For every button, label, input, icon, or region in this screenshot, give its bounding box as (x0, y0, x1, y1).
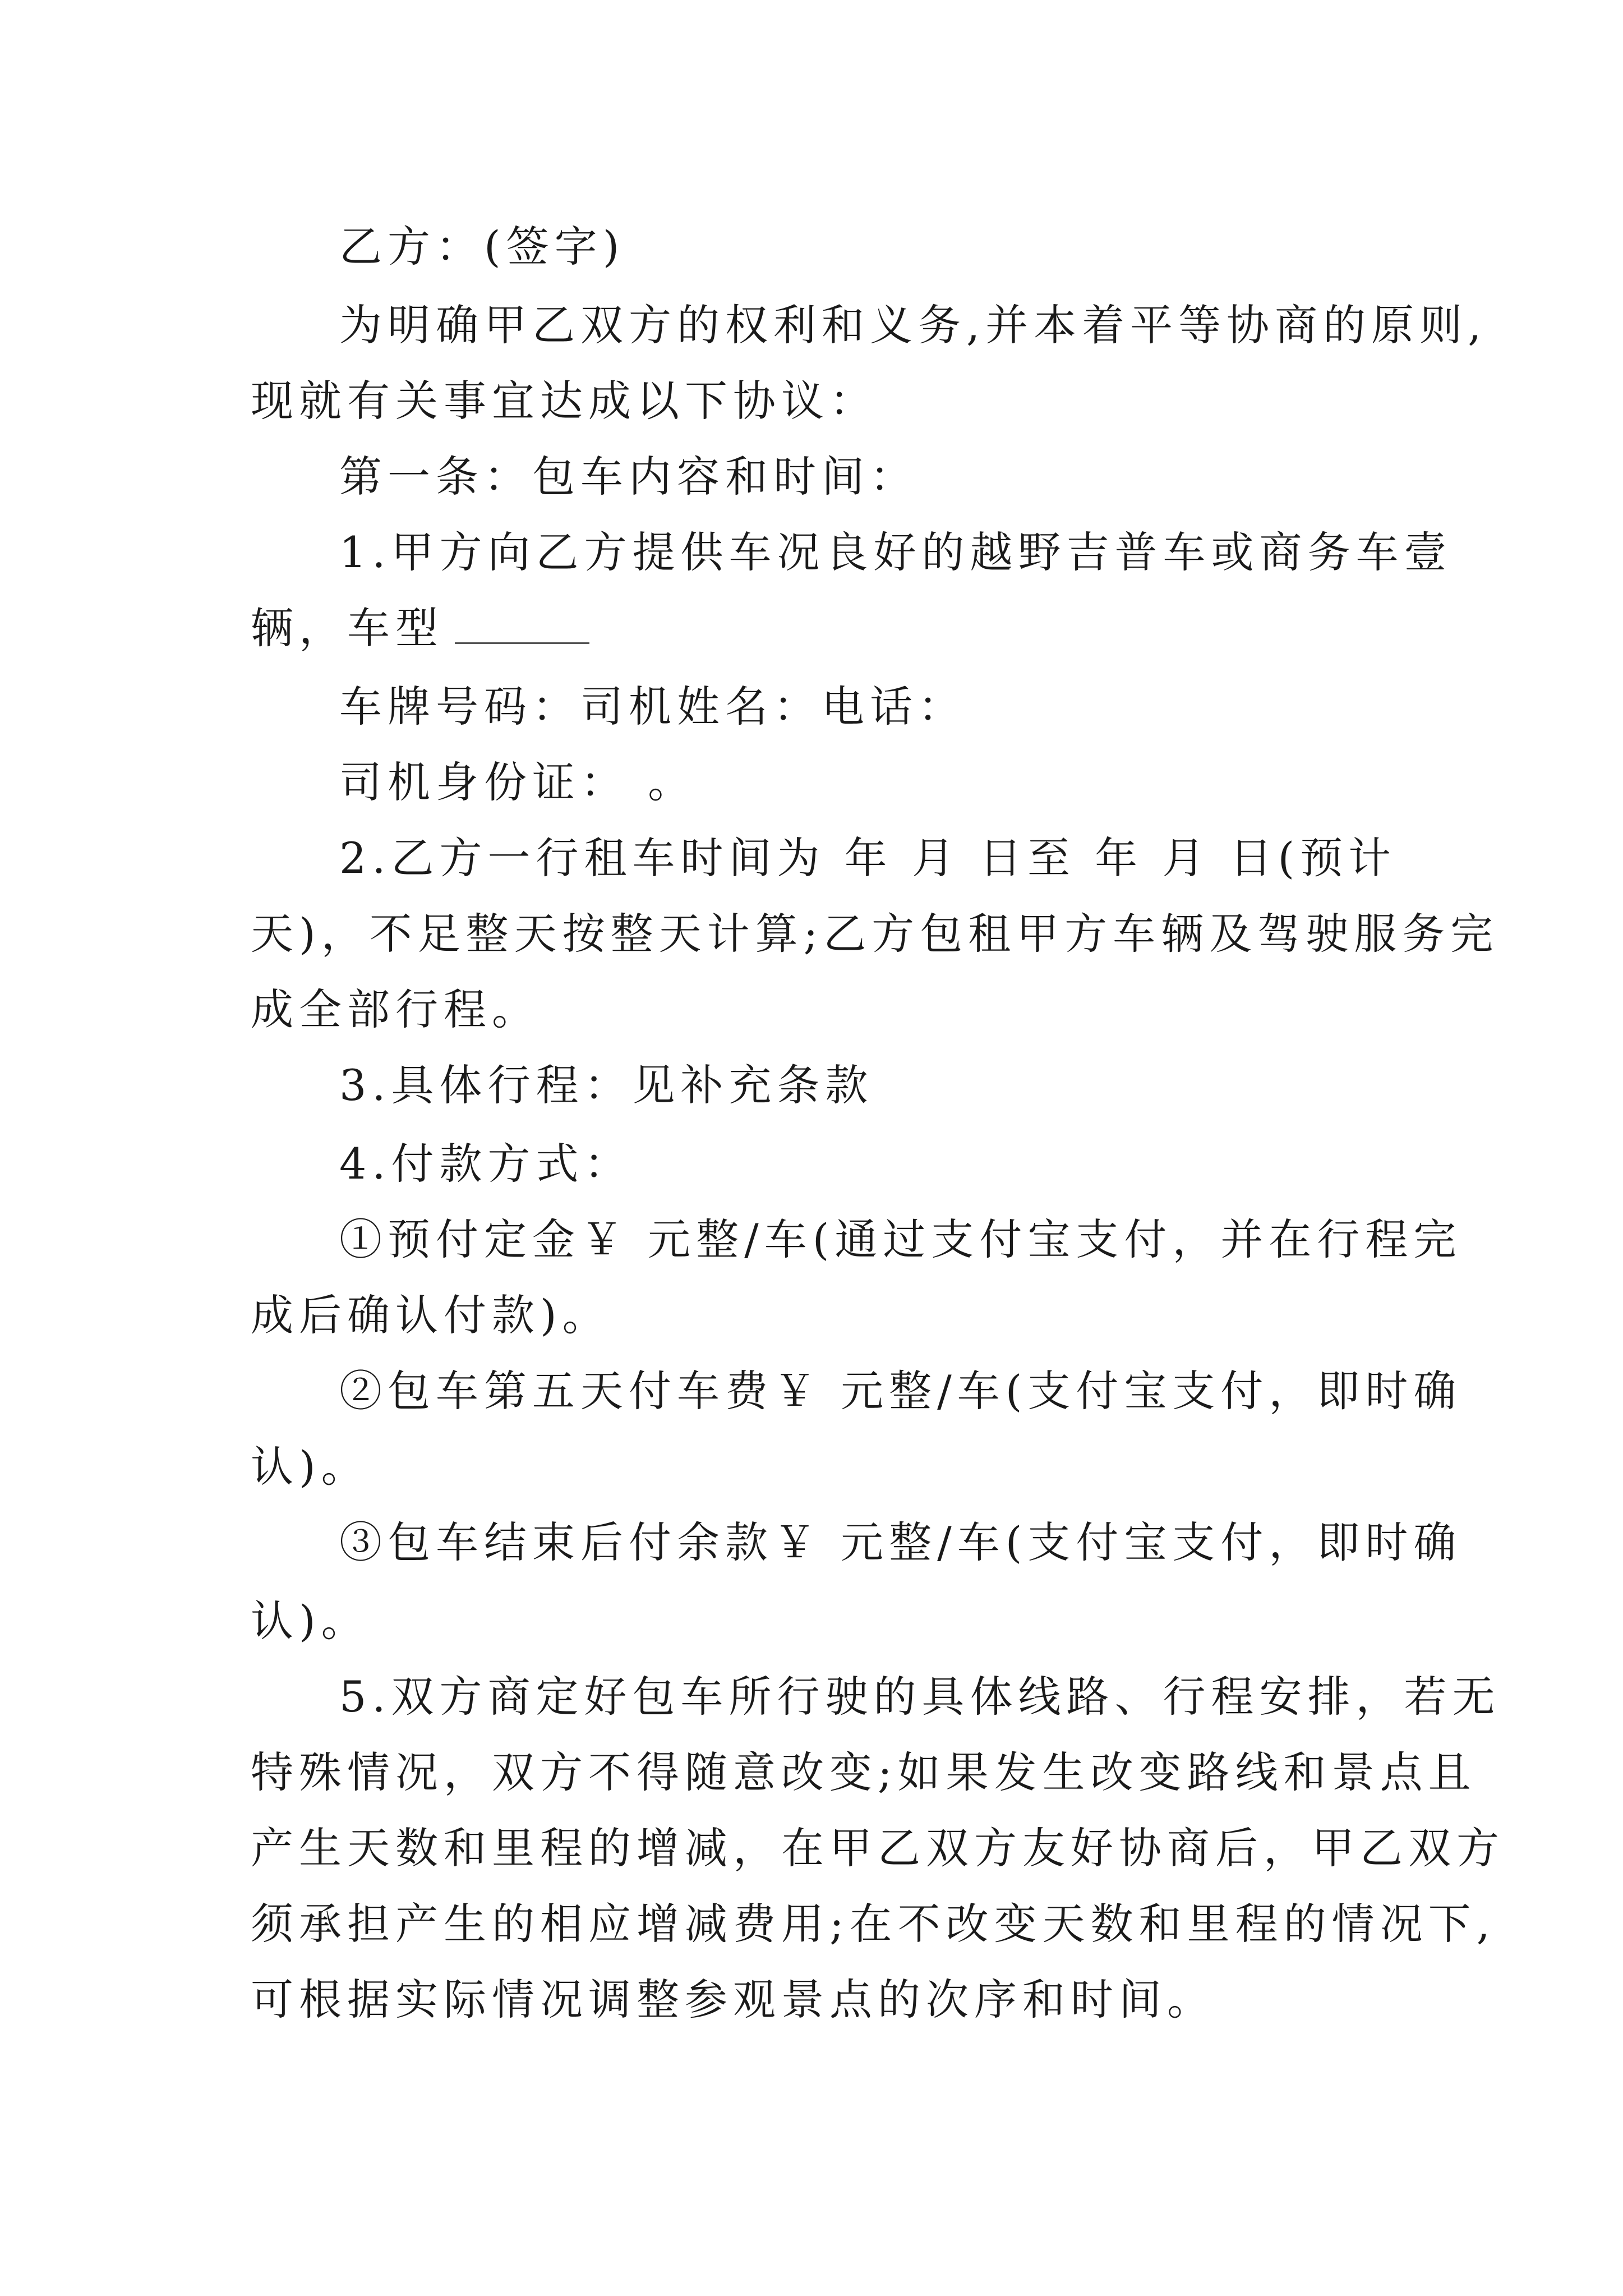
payment-item-2: 认)。 (251, 1442, 370, 1492)
clause-5-line: 特殊情况，双方不得随意改变;如果发生改变路线和景点且 (251, 1747, 1477, 1797)
clause-1-line (251, 600, 589, 656)
payment-item-1: ①预付定金￥ 元整/车(通过支付宝支付，并在行程完 (339, 1214, 1462, 1264)
payment-item-2: ②包车第五天付车费￥ 元整/车(支付宝支付，即时确 (339, 1366, 1462, 1416)
paragraph-line: 为明确甲乙双方的权利和义务,并本着平等协商的原则, (339, 300, 1487, 350)
clause-5-line: 须承担产生的相应增减费用;在不改变天数和里程的情况下, (251, 1899, 1496, 1949)
paragraph-line: 现就有关事宜达成以下协议： (251, 376, 878, 426)
vehicle-model-label: 辆，车型 (251, 603, 444, 653)
payment-item-1: 成后确认付款)。 (251, 1290, 611, 1340)
clause-5-line: 5.双方商定好包车所行驶的具体线路、行程安排，若无 (339, 1672, 1501, 1722)
clause-5-line: 可根据实际情况调整参观景点的次序和时间。 (251, 1975, 1215, 2024)
party-b-signature-line: 乙方：(签字) (339, 222, 625, 272)
clause-2-line: 2.乙方一行租车时间为 年 月 日至 年 月 日(预计 (339, 833, 1397, 883)
payment-item-3: ③包车结束后付余款￥ 元整/车(支付宝支付，即时确 (339, 1517, 1462, 1567)
clause-2-line: 成全部行程。 (251, 984, 540, 1034)
driver-id-line: 司机身份证： 。 (339, 757, 697, 807)
vehicle-info-line: 车牌号码：司机姓名：电话： (339, 682, 966, 731)
payment-item-3: 认)。 (251, 1596, 370, 1646)
article-one-heading: 第一条：包车内容和时间： (339, 452, 918, 501)
vehicle-model-blank (455, 642, 589, 644)
clause-4-heading: 4.付款方式： (339, 1139, 633, 1189)
clause-2-line: 天)，不足整天按整天计算;乙方包租甲方车辆及驾驶服务完 (251, 909, 1499, 959)
clause-1-line: 1.甲方向乙方提供车况良好的越野吉普车或商务车壹 (339, 527, 1453, 577)
clause-5-line: 产生天数和里程的增减，在甲乙双方友好协商后，甲乙双方 (251, 1823, 1505, 1873)
clause-3-line: 3.具体行程：见补充条款 (339, 1060, 874, 1110)
